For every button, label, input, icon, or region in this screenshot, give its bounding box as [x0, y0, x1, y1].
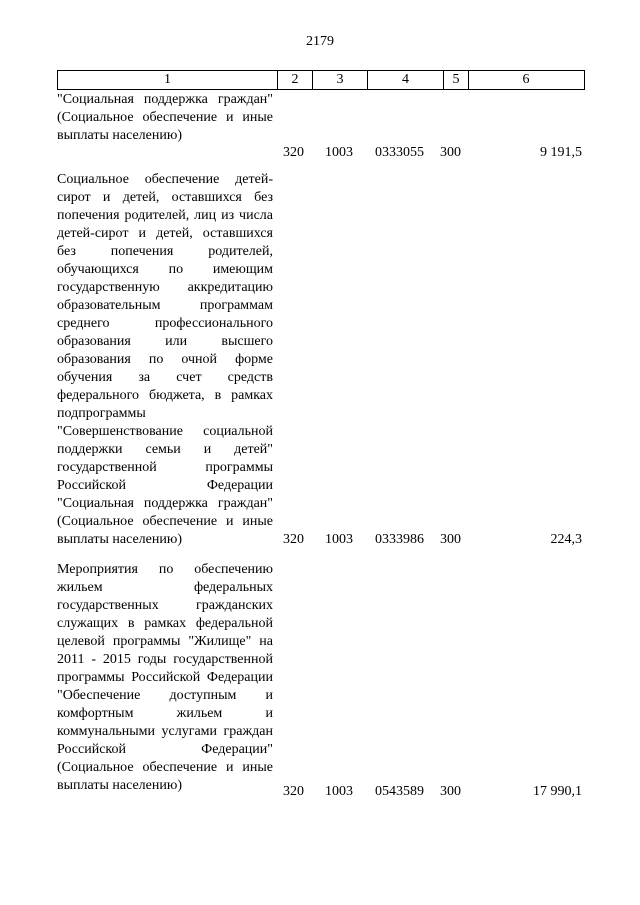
- row-description: Социальное обеспечение детей-сирот и детей, оставшихся без попечения родителей, лиц из числа детей-сирот и детей, оставшихся без попечения родителей, обучающихся по имеющим государственную аккредитацию образовательным программам среднего профессионального образования или высшего образования по очной форме обучения за счет средств федерального бюджета, в рамках подпрограммы "Совершенствование социальной поддержки семьи и детей" государственной программы Российской Федерации "Социальная поддержка граждан" (Социальное обеспечение и иные выплаты населению): [57, 172, 273, 547]
- header-col-6: 6: [468, 71, 583, 89]
- row-value-col5: 300: [440, 532, 461, 547]
- row-value-col6: 9 191,5: [540, 145, 582, 160]
- row-value-col4: 0543589: [375, 784, 424, 799]
- header-col-4: 4: [367, 71, 443, 89]
- header-col-5: 5: [443, 71, 468, 89]
- header-col-3: 3: [312, 71, 367, 89]
- header-col-2: 2: [277, 71, 312, 89]
- row-value-col4: 0333986: [375, 532, 424, 547]
- row-value-col3: 1003: [325, 532, 353, 547]
- row-value-col4: 0333055: [375, 145, 424, 160]
- row-value-col3: 1003: [325, 784, 353, 799]
- row-value-col2: 320: [283, 784, 304, 799]
- row-value-col3: 1003: [325, 145, 353, 160]
- page-number: 2179: [306, 34, 334, 49]
- row-value-col5: 300: [440, 145, 461, 160]
- row-value-col2: 320: [283, 532, 304, 547]
- row-value-col2: 320: [283, 145, 304, 160]
- header-col-1: 1: [164, 72, 171, 87]
- row-value-col6: 17 990,1: [533, 784, 582, 799]
- row-value-col6: 224,3: [550, 532, 582, 547]
- table-header-row: [57, 70, 585, 90]
- row-description: Мероприятия по обеспечению жильем федеральных государственных гражданских служащих в рамках федеральной целевой программы "Жилище" на 2011 - 2015 годы государственной программы Российской Федерации "Обеспечение доступным и комфортным жильем и коммунальными услугами граждан Российской Федерации" (Социальное обеспечение и иные выплаты населению): [57, 562, 273, 793]
- row-value-col5: 300: [440, 784, 461, 799]
- row-description: "Социальная поддержка граждан" (Социальное обеспечение и иные выплаты населению): [57, 92, 273, 143]
